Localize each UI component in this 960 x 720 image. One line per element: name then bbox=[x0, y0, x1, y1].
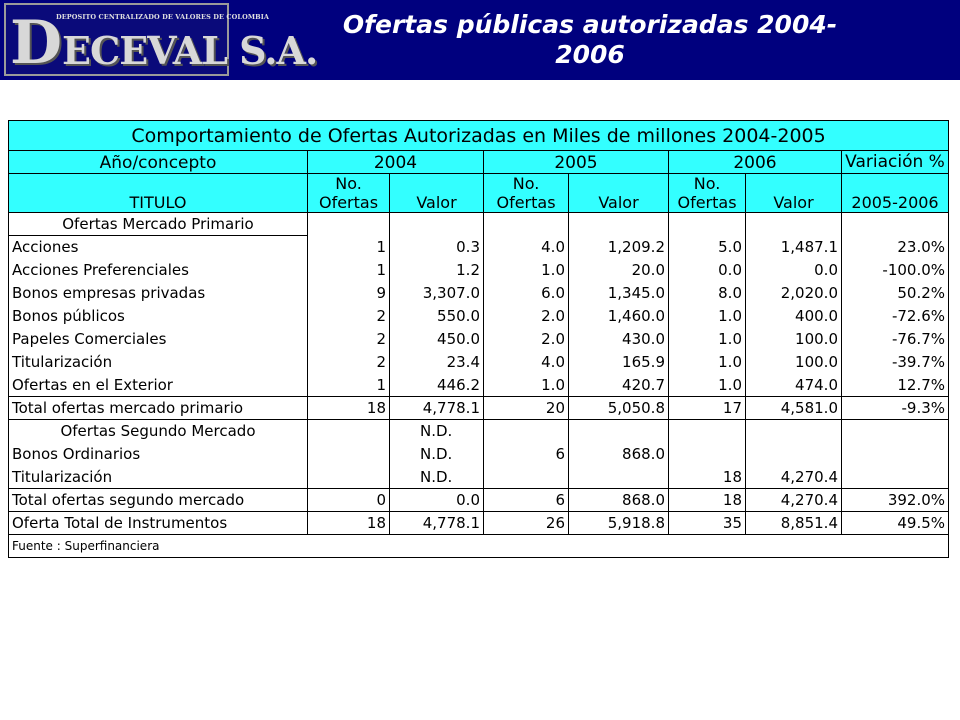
ofertas-cell: 1.0 bbox=[669, 351, 746, 374]
ofertas-cell: 1.0 bbox=[484, 259, 569, 282]
ofertas-cell: 2 bbox=[308, 351, 390, 374]
ofertas-cell: 5.0 bbox=[669, 236, 746, 259]
variation-cell: -100.0% bbox=[842, 259, 949, 282]
row-label: Total ofertas segundo mercado bbox=[9, 489, 308, 512]
ofertas-cell: 35 bbox=[669, 512, 746, 535]
secondary-section-row bbox=[9, 420, 949, 443]
ofertas-cell bbox=[308, 466, 390, 489]
valor-cell: 1,487.1 bbox=[746, 236, 842, 259]
deceval-logo bbox=[4, 3, 318, 78]
valor-cell: 430.0 bbox=[569, 328, 669, 351]
ofertas-cell: 1.0 bbox=[669, 305, 746, 328]
primary-total-row bbox=[9, 397, 949, 420]
ofertas-cell: 18 bbox=[669, 489, 746, 512]
table-caption-row bbox=[9, 121, 949, 151]
ofertas-cell: 1 bbox=[308, 236, 390, 259]
row-label: Bonos empresas privadas bbox=[9, 282, 308, 305]
row-label: Acciones bbox=[9, 236, 308, 259]
variation-cell: 49.5% bbox=[842, 512, 949, 535]
primary-section-label: Ofertas Mercado Primario bbox=[9, 213, 308, 236]
logo-subtitle: DEPOSITO CENTRALIZADO DE VALORES DE COLOMBIA bbox=[56, 13, 270, 21]
logo-wordmark: ECEVAL S.A. bbox=[62, 28, 318, 73]
valor-cell: 450.0 bbox=[390, 328, 484, 351]
table-row bbox=[9, 328, 949, 351]
valor-cell: 100.0 bbox=[746, 328, 842, 351]
ofertas-cell: 1.0 bbox=[669, 328, 746, 351]
variation-cell: -72.6% bbox=[842, 305, 949, 328]
row-label: Total ofertas mercado primario bbox=[9, 397, 308, 420]
valor-2005-header: Valor bbox=[569, 174, 669, 213]
valor-cell: 2,020.0 bbox=[746, 282, 842, 305]
ofertas-cell: 20 bbox=[484, 397, 569, 420]
offers-table bbox=[8, 120, 949, 558]
title-block bbox=[240, 0, 940, 80]
valor-cell: 4,778.1 bbox=[390, 512, 484, 535]
variation-cell: -39.7% bbox=[842, 351, 949, 374]
valor-cell bbox=[569, 466, 669, 489]
valor-cell: 8,851.4 bbox=[746, 512, 842, 535]
primary-rows bbox=[9, 236, 949, 397]
ofertas-cell: 18 bbox=[308, 397, 390, 420]
valor-cell: 5,918.8 bbox=[569, 512, 669, 535]
variation-period-header: 2005-2006 bbox=[842, 174, 949, 213]
valor-cell: 868.0 bbox=[569, 443, 669, 466]
valor-cell: 165.9 bbox=[569, 351, 669, 374]
primary-section-row bbox=[9, 213, 949, 236]
table-row bbox=[9, 374, 949, 397]
valor-cell: 0.0 bbox=[746, 259, 842, 282]
row-label: Titularización bbox=[9, 466, 308, 489]
valor-cell: 4,270.4 bbox=[746, 466, 842, 489]
row-label: Titularización bbox=[9, 351, 308, 374]
source-row bbox=[9, 535, 949, 558]
valor-cell: 1,345.0 bbox=[569, 282, 669, 305]
year-concept-header: Año/concepto bbox=[9, 151, 308, 174]
ofertas-cell: 17 bbox=[669, 397, 746, 420]
year-2004-header: 2004 bbox=[308, 151, 484, 174]
variation-header: Variación % bbox=[842, 151, 949, 174]
valor-cell: 3,307.0 bbox=[390, 282, 484, 305]
table-row bbox=[9, 443, 949, 466]
year-header-row bbox=[9, 151, 949, 174]
valor-cell: 4,778.1 bbox=[390, 397, 484, 420]
ofertas-cell: 0.0 bbox=[669, 259, 746, 282]
ofertas-cell: 18 bbox=[669, 466, 746, 489]
row-label: Oferta Total de Instrumentos bbox=[9, 512, 308, 535]
ofertas-cell: 18 bbox=[308, 512, 390, 535]
valor-cell: 420.7 bbox=[569, 374, 669, 397]
ofertas-cell: 1.0 bbox=[484, 374, 569, 397]
valor-cell bbox=[746, 443, 842, 466]
valor-cell: N.D. bbox=[390, 443, 484, 466]
table-row bbox=[9, 305, 949, 328]
row-label: Papeles Comerciales bbox=[9, 328, 308, 351]
variation-cell: 23.0% bbox=[842, 236, 949, 259]
ofertas-2004-header: No. Ofertas bbox=[308, 174, 390, 213]
variation-cell: 50.2% bbox=[842, 282, 949, 305]
ofertas-cell: 4.0 bbox=[484, 236, 569, 259]
secondary-section-label: Ofertas Segundo Mercado bbox=[9, 420, 308, 443]
table-row bbox=[9, 282, 949, 305]
secondary-total-row bbox=[9, 489, 949, 512]
valor-cell: 550.0 bbox=[390, 305, 484, 328]
variation-cell bbox=[842, 443, 949, 466]
valor-cell: 1,460.0 bbox=[569, 305, 669, 328]
ofertas-cell: 2.0 bbox=[484, 328, 569, 351]
titulo-header: TITULO bbox=[9, 174, 308, 213]
row-label: Bonos Ordinarios bbox=[9, 443, 308, 466]
ofertas-cell: 9 bbox=[308, 282, 390, 305]
ofertas-2005-header: No. Ofertas bbox=[484, 174, 569, 213]
ofertas-cell: 0 bbox=[308, 489, 390, 512]
variation-cell: 12.7% bbox=[842, 374, 949, 397]
valor-cell: 4,270.4 bbox=[746, 489, 842, 512]
table-row bbox=[9, 259, 949, 282]
ofertas-cell: 2 bbox=[308, 305, 390, 328]
grand-total-row bbox=[9, 512, 949, 535]
ofertas-cell: 26 bbox=[484, 512, 569, 535]
ofertas-cell: 1 bbox=[308, 259, 390, 282]
table-row bbox=[9, 236, 949, 259]
variation-cell bbox=[842, 466, 949, 489]
ofertas-cell: 1 bbox=[308, 374, 390, 397]
ofertas-cell: 6.0 bbox=[484, 282, 569, 305]
column-header-row bbox=[9, 174, 949, 213]
valor-cell: 0.3 bbox=[390, 236, 484, 259]
valor-cell: 868.0 bbox=[569, 489, 669, 512]
valor-cell: 0.0 bbox=[390, 489, 484, 512]
secondary-rows bbox=[9, 443, 949, 489]
ofertas-cell: 6 bbox=[484, 489, 569, 512]
ofertas-cell: 2.0 bbox=[484, 305, 569, 328]
valor-cell: N.D. bbox=[390, 466, 484, 489]
row-label: Bonos públicos bbox=[9, 305, 308, 328]
row-label: Acciones Preferenciales bbox=[9, 259, 308, 282]
valor-cell: 4,581.0 bbox=[746, 397, 842, 420]
valor-cell: 1,209.2 bbox=[569, 236, 669, 259]
variation-cell: -9.3% bbox=[842, 397, 949, 420]
valor-cell: 23.4 bbox=[390, 351, 484, 374]
ofertas-2006-header: No. Ofertas bbox=[669, 174, 746, 213]
year-2006-header: 2006 bbox=[669, 151, 842, 174]
variation-cell: 392.0% bbox=[842, 489, 949, 512]
valor-2004-header: Valor bbox=[390, 174, 484, 213]
ofertas-cell: 1.0 bbox=[669, 374, 746, 397]
page-title: Ofertas públicas autorizadas 2004-2006 bbox=[342, 10, 838, 69]
year-2005-header: 2005 bbox=[484, 151, 669, 174]
ofertas-cell bbox=[308, 443, 390, 466]
source-note: Fuente : Superfinanciera bbox=[9, 535, 949, 558]
table-caption: Comportamiento de Ofertas Autorizadas en Miles de millones 2004-2005 bbox=[9, 121, 949, 151]
ofertas-cell: 8.0 bbox=[669, 282, 746, 305]
table-row bbox=[9, 466, 949, 489]
ofertas-cell: 4.0 bbox=[484, 351, 569, 374]
valor-cell: 5,050.8 bbox=[569, 397, 669, 420]
ofertas-cell: 6 bbox=[484, 443, 569, 466]
ofertas-cell: 2 bbox=[308, 328, 390, 351]
ofertas-cell bbox=[484, 466, 569, 489]
row-label: Ofertas en el Exterior bbox=[9, 374, 308, 397]
valor-cell: 1.2 bbox=[390, 259, 484, 282]
valor-cell: 100.0 bbox=[746, 351, 842, 374]
variation-cell: -76.7% bbox=[842, 328, 949, 351]
ofertas-cell bbox=[669, 443, 746, 466]
secondary-section-value: N.D. bbox=[390, 420, 484, 443]
valor-cell: 474.0 bbox=[746, 374, 842, 397]
valor-2006-header: Valor bbox=[746, 174, 842, 213]
table-row bbox=[9, 351, 949, 374]
valor-cell: 446.2 bbox=[390, 374, 484, 397]
valor-cell: 400.0 bbox=[746, 305, 842, 328]
logo-initial: D bbox=[10, 8, 63, 78]
header-bar bbox=[0, 0, 960, 80]
valor-cell: 20.0 bbox=[569, 259, 669, 282]
